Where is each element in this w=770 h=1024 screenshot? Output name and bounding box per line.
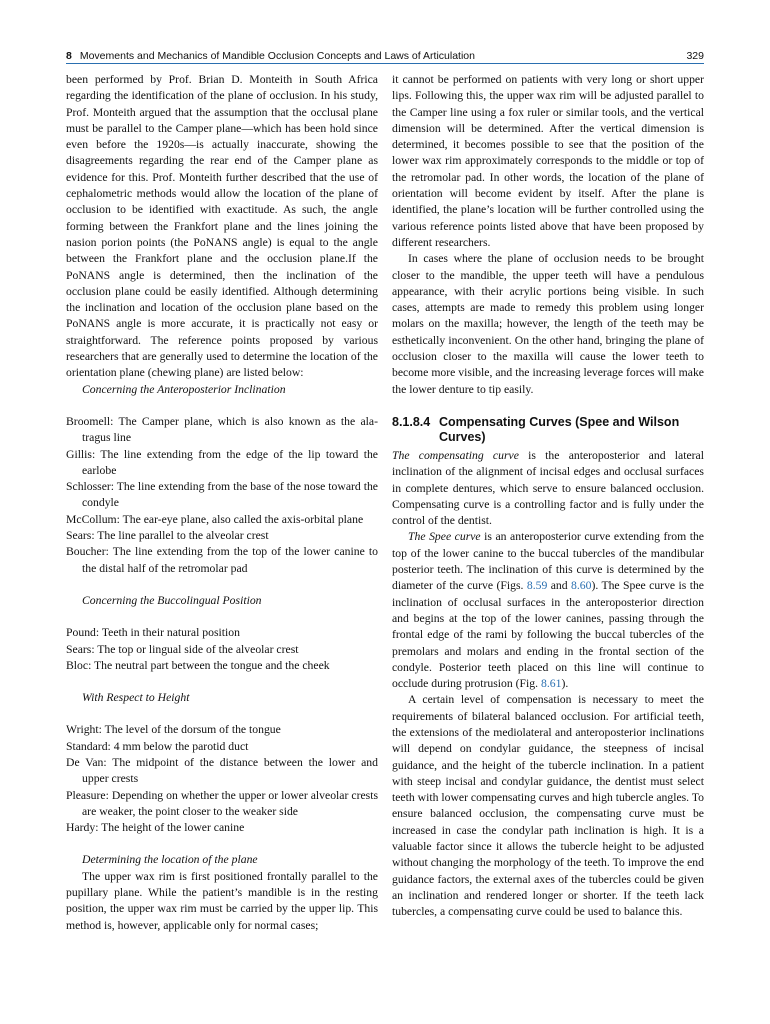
paragraph-occlusion-plane: In cases where the plane of occlusion needs to be brought closer to the mandible, the upper teeth will have a pendulous appearance, with their acrylic portions being visible. In such cases, attempts are made to remedy this problem using longer molars on the maxilla; however, the length of the teeth may be esthetically inconvenient. On the other hand, bringing the plane of occlusion closer to the maxilla will cause the lower teeth to become more visible, and the increasing leverage forces will make the lower denture to tip easily. [392,252,704,396]
spee-and-text: and [547,579,571,593]
running-head-left [66,50,475,62]
height-list [66,722,378,836]
list-item: Pound: Teeth in their natural position [66,626,240,640]
list-item: Standard: 4 mm below the parotid duct [66,739,249,753]
page-number: 329 [686,50,704,62]
subhead-height: With Respect to Height [82,691,190,705]
list-item: Gillis: The line extending from the edge of the lip toward the earlobe [66,447,378,477]
section-title: Compensating Curves (Spee and Wilson Curves) [439,414,680,445]
subhead-anteroposterior: Concerning the Anteroposterior Inclination [82,382,286,396]
spee-close-text: ). [561,677,569,691]
paragraph-spee-curve [392,529,704,692]
right-column [392,72,704,921]
header-rule [66,63,704,64]
intro-paragraph: been performed by Prof. Brian D. Monteith in South Africa regarding the identification of the plane of occlusion. In his study, Prof. Monteith argued that the assumption that the occlusal plane must be parallel to the Camper plane—which has been hold since even before the 1920s—is actually inaccurate, showing the disagreements regarding the rear end of the Camper plane as evidence for this. Prof. Monteith further described that the use of cephalometric methods would allow the location of the plane of occlusion to be identified with exactitude. As such, the angle forming between the Frankfort plane and the lines joining the nasion porion points (the PoNANS angle) is equal to the angle between the Frankfort plane and the occlusion plane.If the PoNANS angle is determined, then the inclination of the occlusion plane could be easily identified. Although determining the inclination and location of the occlusion plane based on the PoNANS angle is more accurate, it is practically not easy or straightforward. The reference points proposed by various researchers that are generally used to determine the location of the orientation plane (chewing plane) are listed below: [66,73,378,380]
figure-link-8-61[interactable]: 8.61 [541,677,562,691]
list-item: Boucher: The line extending from the top of the lower canine to the distal half of the retromolar pad [66,545,378,575]
location-paragraph: The upper wax rim is first positioned frontally parallel to the pupillary plane. While the patient’s mandible is in the resting position, the upper wax rim must be carried by the upper lip. This method is, however, applicable only for normal cases; [66,869,378,932]
figure-link-8-59[interactable]: 8.59 [526,579,548,593]
list-item: De Van: The midpoint of the distance between the lower and upper crests [66,755,378,786]
paragraph-wax-rim: it cannot be performed on patients with very long or short upper lips. Following this, the upper wax rim will be adjusted parallel to the Camper line using a fox ruler or similar tools, and the vertical dimension will be determined. After the vertical dimension is determined, it becomes possible to see that the position of the lower wax rim approximately corresponds to the middle or top of the retromolar pad. In other words, the location of the plane of orientation will become evident by itself. After the plane is identified, the plane’s location will be further controlled using the various reference points listed above that have been proposed by different researchers. [392,73,704,249]
list-item: Sears: The line parallel to the alveolar crest [66,529,269,543]
term-spee-curve: The Spee curve [408,530,481,544]
spee-curve-text: is an anteroposterior curve extending from the top of the lower canine to the buccal tubercles of the mandibular posterior teeth. The inclination of this curve is determined by the diameter of the curve (Figs. [392,530,704,593]
paragraph-compensating-curve [392,448,704,529]
subhead-buccolingual: Concerning the Buccolingual Position [82,593,262,607]
compensating-curve-text: is the anteroposterior and lateral inclination of the alignment of incisal edges and occlusal surfaces in complete dentures, which serve to ensure balanced occlusion. Compensating curve is a controlling factor and is fully under the control of the dentist. [392,448,704,528]
anteroposterior-list [66,414,378,577]
list-item: Hardy: The height of the lower canine [66,821,245,835]
list-item: Bloc: The neutral part between the tongue and the cheek [66,658,330,672]
section-number: 8.1.8.4 [392,414,431,429]
section-heading [392,415,704,446]
list-item: Pleasure: Depending on whether the upper or lower alveolar crests are weaker, the point closer to the weaker side [66,788,378,818]
term-compensating-curve: The compensating curve [392,448,519,462]
list-item: Wright: The level of the dorsum of the tongue [66,723,281,737]
figure-link-8-60[interactable]: 8.60 [570,579,592,593]
chapter-number: 8 [66,50,72,62]
spee-curve-text-continued: ). The Spee curve is the inclination of occlusal surfaces in the anteroposterior direction and begins at the top of the lower canines, passing through the frontal edge of the rami by following the buccal tubercles of the premolars and molars and ending in the frontal section of the condyle. Posterior teeth placed on this line will continue to occlude during protrusion (Fig. [392,579,704,691]
paragraph-compensation: A certain level of compensation is necessary to meet the requirements of bilateral balanced occlusion. For artificial teeth, the extensions of the mediolateral and anteroposterior inclinations will depend on condylar guidance, the steepness of incisal guidance, and the height of the tubercle inclination. In a patient with steep incisal and condylar guidance, the dentist must select teeth with lower compensating curves and high tubercle angles. To ensure balanced occlusion, the compensating curve must be increased in case the condylar path inclination is high. It is a valuable factor since it allows the tubercle height to be adjusted without changing the morphology of the teeth. To improve the end guidance factors, the external axes of the tubercles could be given an inclination and rendered longer or shorter. If the teeth lack tubercles, a compensating curve could be used to balance this. [392,693,704,919]
list-item: McCollum: The ear-eye plane, also called the axis-orbital plane [66,512,364,526]
left-column [66,72,378,934]
chapter-title: Movements and Mechanics of Mandible Occlusion Concepts and Laws of Articulation [79,50,475,62]
list-item: Broomell: The Camper plane, which is also known as the ala-tragus line [66,414,378,445]
list-item: Schlosser: The line extending from the base of the nose toward the condyle [66,480,378,510]
running-head [66,44,704,62]
buccolingual-list [66,625,378,674]
list-item: Sears: The top or lingual side of the alveolar crest [66,642,299,656]
subhead-location: Determining the location of the plane [82,853,258,867]
